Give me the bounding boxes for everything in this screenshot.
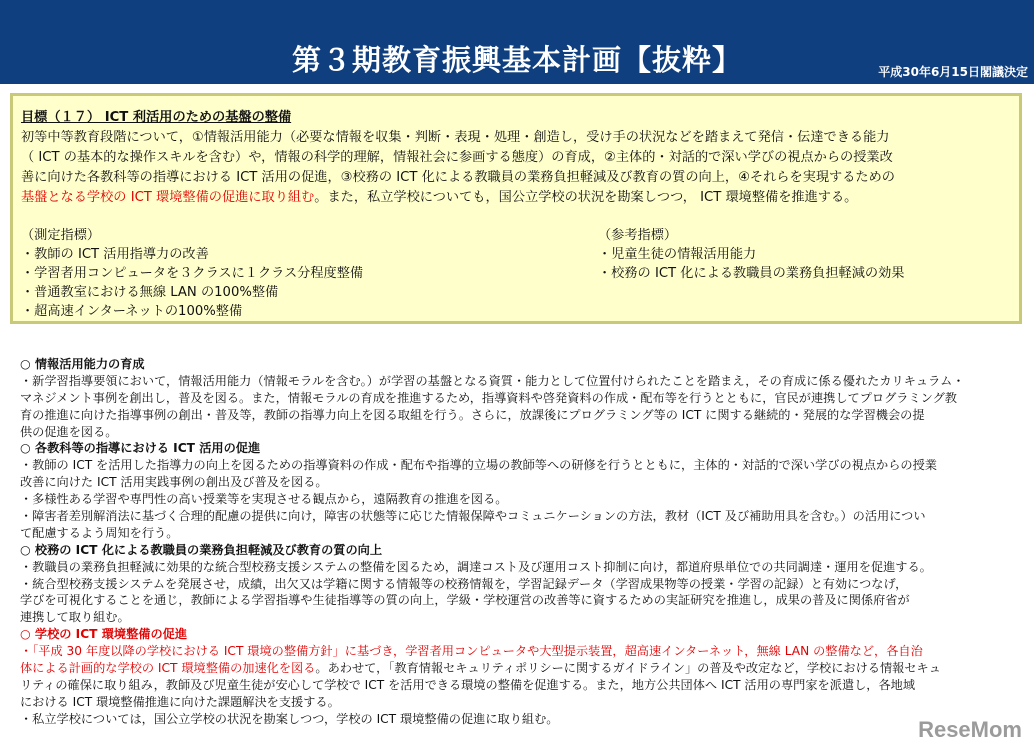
section-line: リティの確保に取り組み，教師及び児童生徒が安心して学校で ICT を活用できる環境の整備を促進する。また，地方公共団体へ ICT 活用の専門家を派遣し，各地域: [20, 677, 916, 692]
section-line: マネジメント事例を創出し，普及を図る。また，情報モラルの育成を推進するため，指導資料や啓発資料の作成・配布等を行うとともに，官民が連携してプログラミング教: [20, 390, 957, 405]
section-line: ・私立学校については，国公立学校の状況を勘案しつつ，学校の ICT 環境整備の促進に取り組む。: [20, 711, 559, 726]
reference-indicators: [598, 226, 904, 283]
header-banner: [0, 0, 1034, 84]
goal-title: 目標（１７） ICT 利活用のための基盤の整備: [21, 110, 292, 125]
decision-date: 平成30年6月15日閣議決定: [878, 65, 1028, 79]
goal-line: 初等中等教育段階について，①情報活用能力（必要な情報を収集・判断・表現・処理・創造し，受け手の状況などを踏まえて発信・伝達できる能力: [21, 130, 890, 145]
section-line-highlight: ・「平成 30 年度以降の学校における ICT 環境の整備方針」に基づき，学習者用コンピュータや大型提示装置，超高速インターネット，無線 LAN の整備など，各自治: [20, 644, 923, 659]
goal-highlight: 基盤となる学校の ICT 環境整備の促進に取り組む: [21, 190, 315, 205]
page-title: 第３期教育振興基本計画【抜粋】: [291, 43, 742, 77]
goal-line-rest: 。また，私立学校についても，国公立学校の状況を勘案しつつ， ICT 環境整備を推進する。: [314, 190, 858, 205]
section-line: ・新学習指導要領において，情報活用能力（情報モラルを含む。）が学習の基盤となる資質・能力として位置付けられたことを踏まえ，その育成に係る優れたカリキュラム・: [20, 373, 965, 388]
section-heading: ○ 校務の ICT 化による教職員の業務負担軽減及び教育の質の向上: [20, 542, 383, 557]
section-line: ・多様性ある学習や専門性の高い授業等を実現させる観点から，遠隔教育の推進を図る。: [20, 492, 508, 507]
body-sections: [20, 356, 1024, 728]
section-heading: ○ 各教科等の指導における ICT 活用の促進: [20, 441, 261, 456]
reference-heading: （参考指標）: [598, 228, 678, 243]
measure-item: ・教師の ICT 活用指導力の改善: [21, 247, 209, 262]
section-heading: ○ 情報活用能力の育成: [20, 357, 145, 371]
measure-indicators: [21, 226, 363, 321]
measure-item: ・普通教室における無線 LAN の100%整備: [21, 285, 279, 300]
section-line: [20, 660, 1024, 677]
measure-item: ・学習者用コンピュータを３クラスに１クラス分程度整備: [21, 266, 364, 281]
goal-box: [10, 93, 1022, 324]
section-line: 供の促進を図る。: [20, 424, 118, 439]
section-line: ・障害者差別解消法に基づく合理的配慮の提供に向け，障害の状態等に応じた情報保障やコミュニケーションの方法，教材（ICT 及び補助用具を含む。）の活用につい: [20, 509, 926, 524]
section-line: 学びを可視化することを通じ，教師による学習指導や生徒指導等の質の向上，学級・学校運営の改善等に資するための実証研究を推進し，成果の普及に関係府省が: [20, 593, 910, 608]
section-line-rest: 。あわせて，「教育情報セキュリティポリシーに関するガイドライン」の普及や改定など，学校における情報セキュ: [315, 661, 941, 676]
measure-heading: （測定指標）: [21, 228, 101, 243]
section-heading-highlight: ○ 学校の ICT 環境整備の促進: [20, 627, 188, 642]
goal-line: [21, 188, 1016, 208]
measure-item: ・超高速インターネットの100%整備: [21, 304, 243, 319]
reference-item: ・校務の ICT 化による教職員の業務負担軽減の効果: [598, 266, 905, 281]
goal-line: 善に向けた各教科等の指導における ICT 活用の促進，③校務の ICT 化による教職員の業務負担軽減及び教育の質の向上，④それらを実現するための: [21, 170, 895, 185]
section-line: 連携して取り組む。: [20, 610, 130, 625]
section-line: 育の推進に向けた指導事例の創出・普及等，教師の指導力向上を図る取組を行う。さらに，放課後にプログラミング等の ICT に関する継続的・発展的な学習機会の提: [20, 407, 925, 422]
reference-item: ・児童生徒の情報活用能力: [598, 247, 757, 262]
section-line: ・統合型校務支援システムを発展させ，成績，出欠又は学籍に関する情報等の校務情報を，学習記録データ（学習成果物等の授業・学習の記録）と有効につなげ，: [20, 576, 908, 591]
goal-paragraph: [21, 128, 1016, 208]
goal-line: （ ICT の基本的な操作スキルを含む）や，情報の科学的理解，情報社会に参画する態度）の育成，②主体的・対話的で深い学びの視点からの授業改: [21, 150, 893, 165]
section-line: における ICT 環境整備推進に向けた課題解決を支援する。: [20, 694, 340, 709]
section-highlight-span: 体による計画的な学校の ICT 環境整備の加速化を図る: [20, 661, 316, 676]
watermark-logo: ReseMom: [918, 717, 1022, 742]
section-line: ・教師の ICT を活用した指導力の向上を図るための指導資料の作成・配布や指導的立場の教師等への研修を行うとともに，主体的・対話的で深い学びの視点からの授業: [20, 458, 937, 473]
section-line: 改善に向けた ICT 活用実践事例の創出及び普及を図る。: [20, 475, 328, 490]
section-line: ・教職員の業務負担軽減に効果的な統合型校務支援システムの整備を図るため，調達コスト及び運用コスト抑制に向け，都道府県単位での共同調達・運用を促進する。: [20, 559, 932, 574]
section-line: て配慮するよう周知を行う。: [20, 525, 179, 540]
